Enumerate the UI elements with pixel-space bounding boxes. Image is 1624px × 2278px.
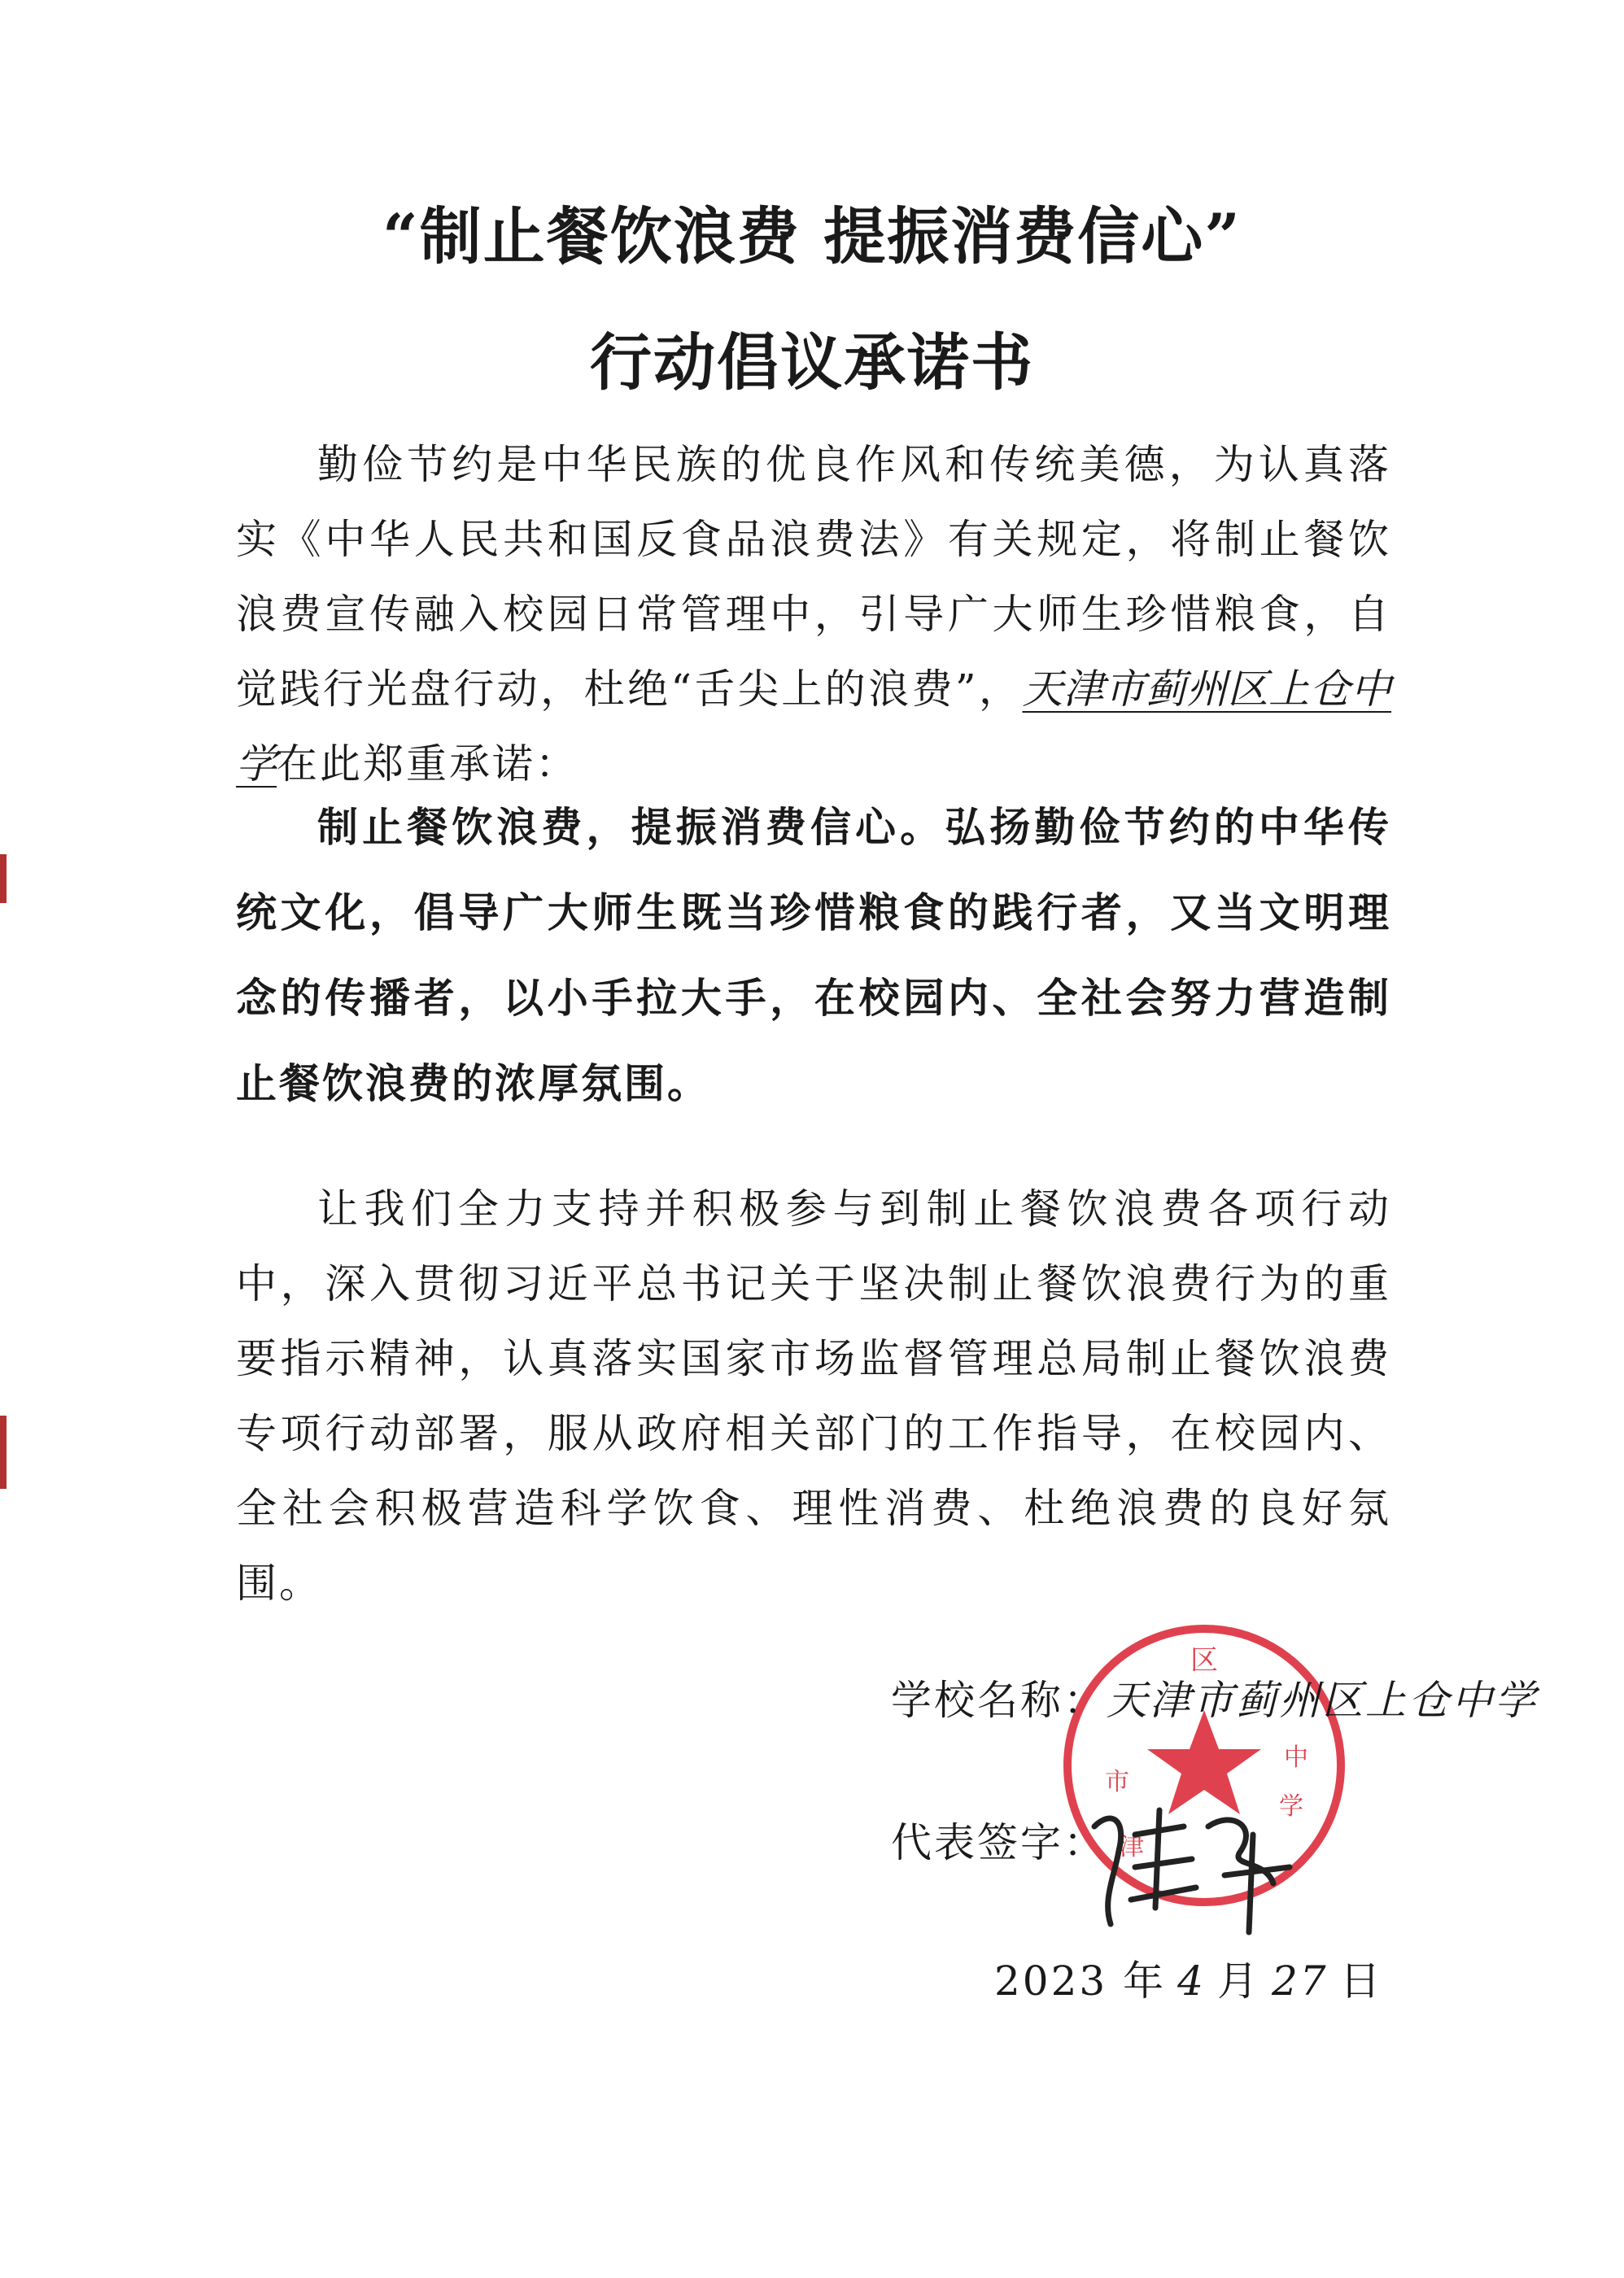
title-line-2: 行动倡议承诺书 [590,326,1034,399]
commitment-paragraph: 制止餐饮浪费，提振消费信心。弘扬勤俭节约的中华传统文化，倡导广大师生既当珍惜粮食的践行者，又当文明理念的传播者，以小手拉大手，在校园内、全社会努力营造制止餐饮浪费的浓厚氛围。 [236,804,1391,1107]
svg-text:津: 津 [1120,1833,1144,1861]
school-name-label: 学校名称： [891,1677,1107,1724]
title-line-1: “制止餐饮浪费 提振消费信心” [382,200,1242,273]
svg-text:市: 市 [1105,1768,1129,1796]
representative-row [891,1810,1107,1869]
intro-paragraph [236,427,1391,801]
svg-text:学: 学 [1279,1792,1303,1821]
svg-text:中: 中 [1284,1743,1308,1772]
scan-edge-mark [0,1416,7,1489]
handwritten-signature [1078,1778,1322,1940]
date-month: 4 [1177,1957,1206,2005]
scan-edge-mark [0,854,7,903]
date-day-unit: 日 [1339,1957,1383,2005]
date-year-unit: 年 [1107,1957,1167,2005]
school-name-handwritten: 天津市蓟州区上仓中学 [1107,1677,1538,1724]
handwritten-school-name: 天津市蓟州区上仓中学 [236,666,1392,788]
intro-text-after: 在此郑重承诺： [277,740,578,788]
svg-text:区: 区 [1190,1644,1218,1677]
date-year: 2023 [994,1957,1108,2005]
closing-paragraph: 让我们全力支持并积极参与到制止餐饮浪费各项行动中，深入贯彻习近平总书记关于坚决制止餐饮浪费行为的重要指示精神，认真落实国家市场监督管理总局制止餐饮浪费专项行动部署，服从政府相关部门的工作指导，在校园内、全社会积极营造科学饮食、理性消费、杜绝浪费的良好氛围。 [236,1185,1391,1607]
representative-label: 代表签字： [891,1819,1107,1866]
date-month-unit: 月 [1216,1957,1260,2005]
school-name-row [891,1668,1538,1726]
date-day: 27 [1271,1957,1329,2005]
intro-text-before: 勤俭节约是中华民族的优良作风和传统美德，为认真落实《中华人民共和国反食品浪费法》有关规定，将制止餐饮浪费宣传融入校园日常管理中，引导广大师生珍惜粮食，自觉践行光盘行动，杜绝“舌尖上的浪费”， [236,441,1391,713]
date-row [994,1949,1383,2007]
